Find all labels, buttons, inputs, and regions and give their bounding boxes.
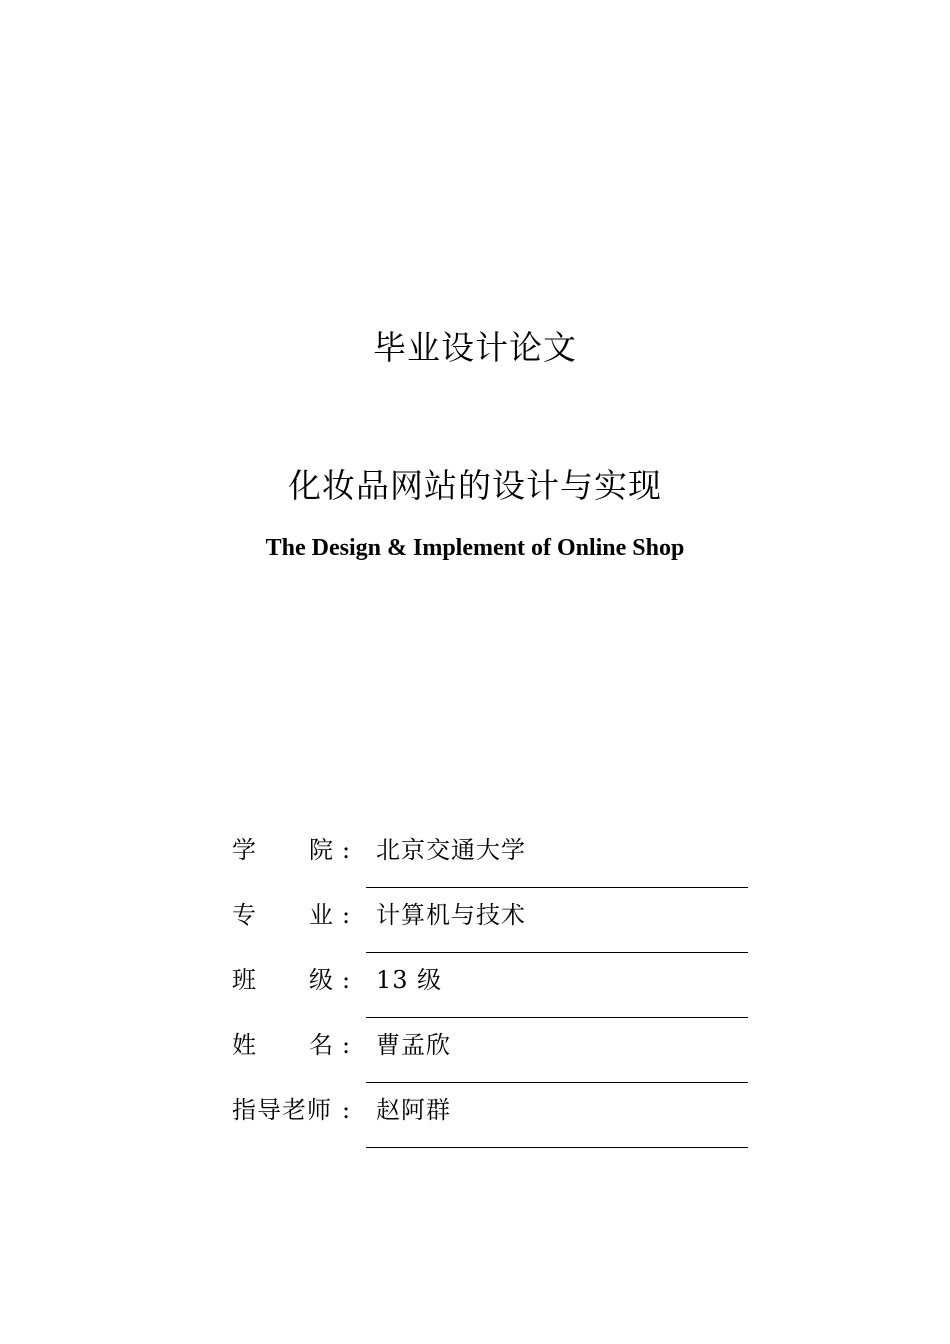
name-label xyxy=(232,1029,344,1061)
college-value: 北京交通大学 xyxy=(376,836,526,864)
name-label-char-1: 姓 xyxy=(232,1031,256,1059)
major-label xyxy=(232,899,344,931)
info-row-class xyxy=(232,952,752,1017)
college-label-char-2: 院 xyxy=(309,836,333,864)
advisor-label-text: 指导老师 xyxy=(232,1096,332,1124)
major-colon: : xyxy=(342,901,351,929)
advisor-colon: : xyxy=(342,1096,351,1124)
class-value: 13 级 xyxy=(376,966,443,994)
major-label-char-1: 专 xyxy=(232,901,256,929)
name-value: 曹孟欣 xyxy=(376,1031,451,1059)
college-label xyxy=(232,834,344,866)
class-label-char-1: 班 xyxy=(232,966,256,994)
thesis-title-english: The Design & Implement of Online Shop xyxy=(265,535,685,561)
info-row-name xyxy=(232,1017,752,1082)
thesis-title-chinese: 化妆品网站的设计与实现 xyxy=(288,466,662,505)
advisor-underline xyxy=(366,1147,748,1148)
class-label-char-2: 级 xyxy=(309,966,333,994)
class-colon: : xyxy=(342,966,351,994)
info-row-advisor xyxy=(232,1082,752,1147)
info-row-college xyxy=(232,822,752,887)
major-label-char-2: 业 xyxy=(309,901,333,929)
class-label xyxy=(232,964,344,996)
student-info-block xyxy=(232,822,752,1147)
name-colon: : xyxy=(342,1031,351,1059)
info-row-major xyxy=(232,887,752,952)
advisor-value: 赵阿群 xyxy=(376,1096,451,1124)
college-colon: : xyxy=(342,836,351,864)
document-type-heading: 毕业设计论文 xyxy=(373,328,577,367)
college-label-char-1: 学 xyxy=(232,836,256,864)
major-value: 计算机与技术 xyxy=(376,901,526,929)
advisor-label xyxy=(232,1094,344,1126)
name-label-char-2: 名 xyxy=(309,1031,333,1059)
